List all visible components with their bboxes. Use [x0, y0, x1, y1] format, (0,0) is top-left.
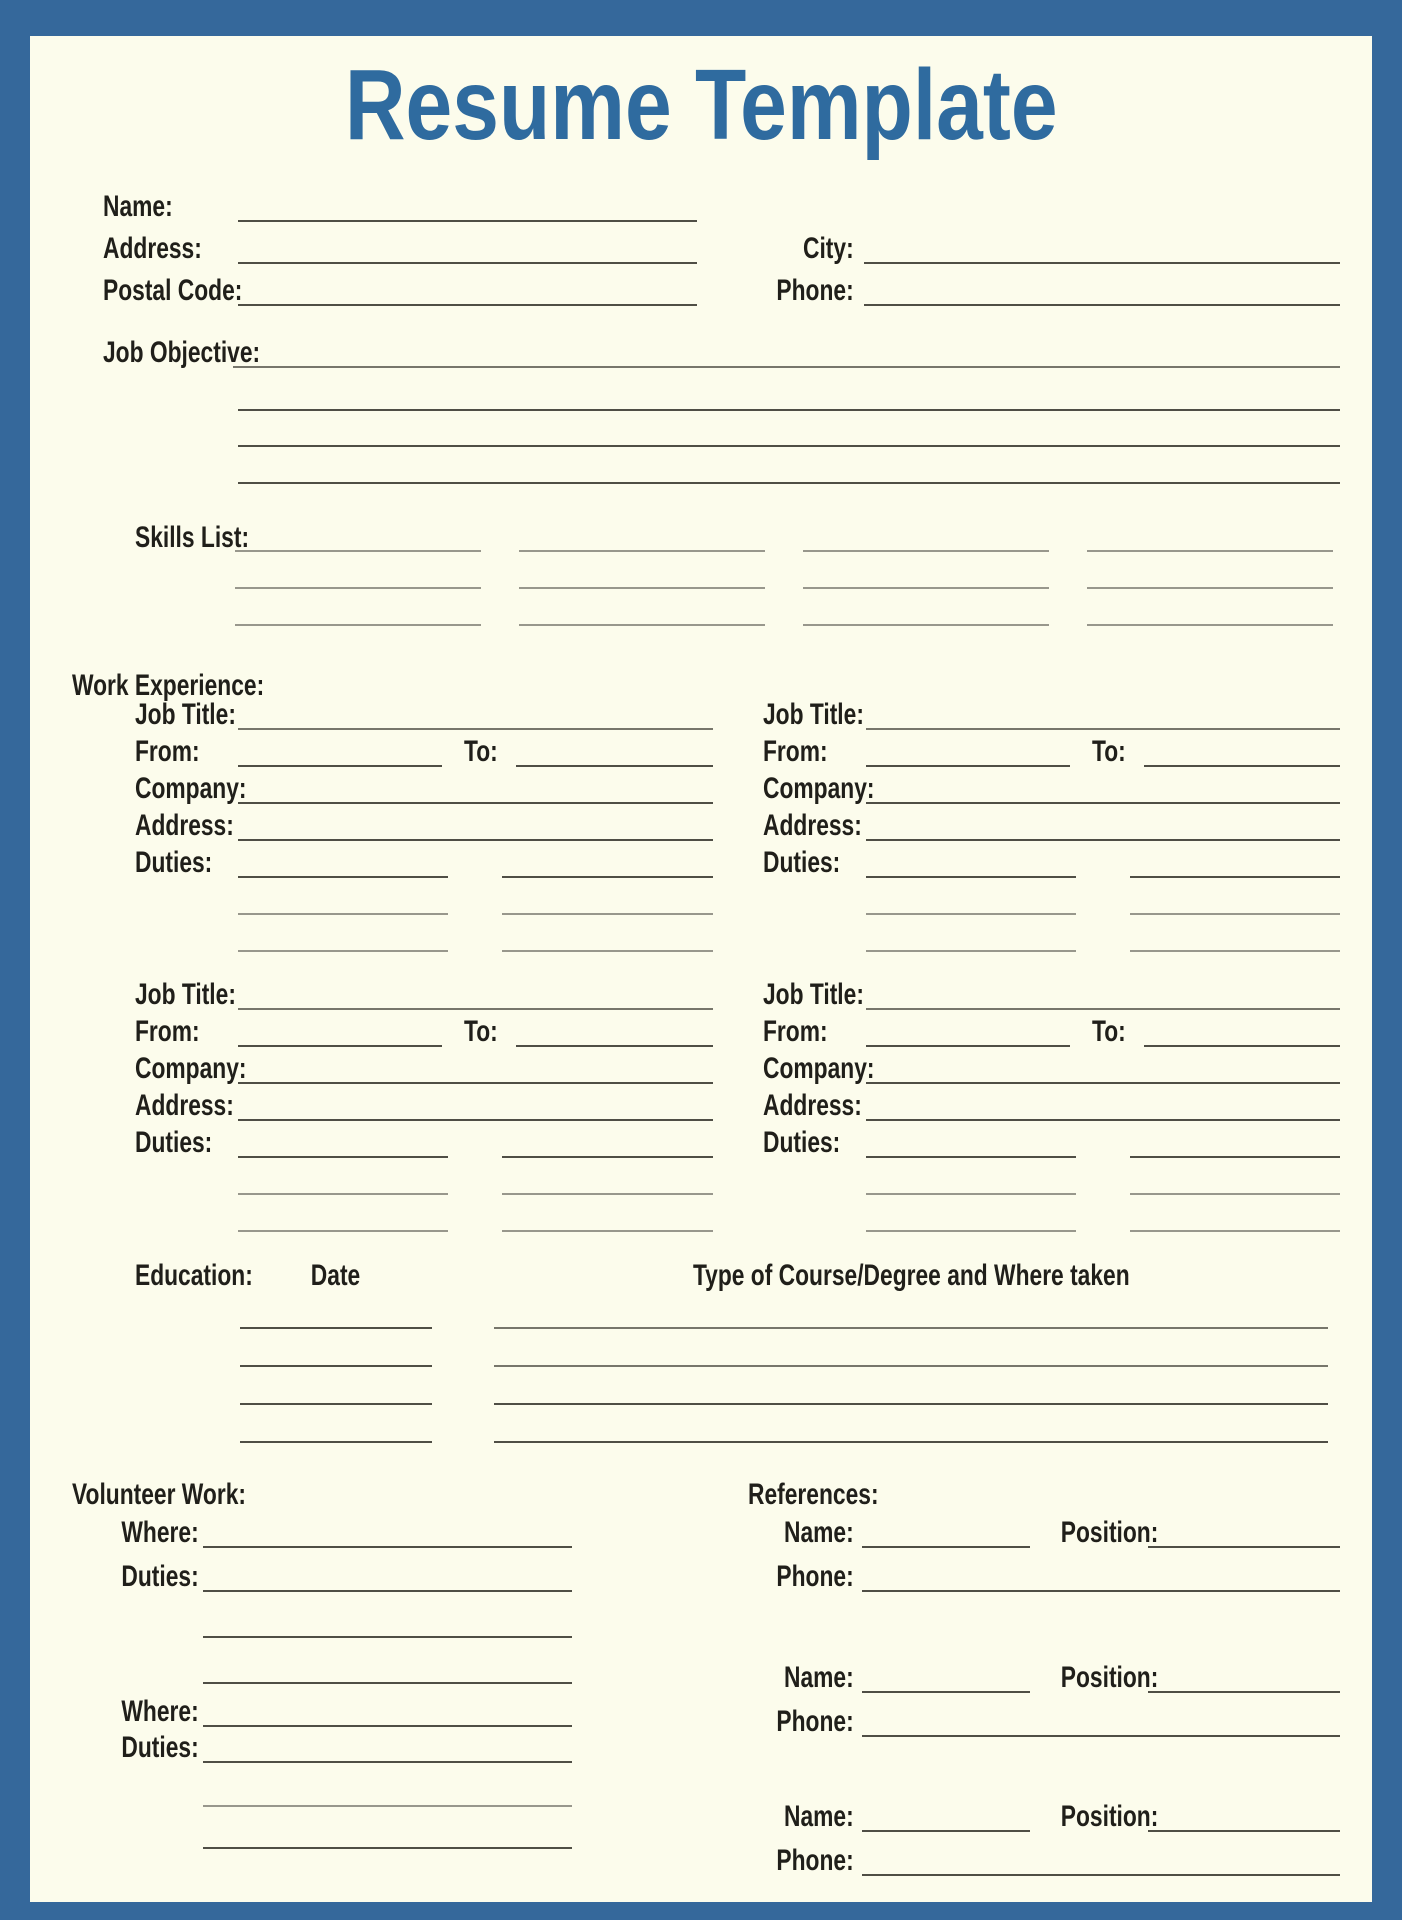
job-objective-extra-line[interactable] — [238, 411, 1340, 447]
reference-name-line[interactable] — [862, 1830, 1030, 1832]
duties-field-line[interactable] — [238, 876, 448, 878]
job-objective-extra-line[interactable] — [238, 447, 1340, 484]
to-label: To: — [464, 734, 498, 768]
education-label: Education: — [135, 1258, 253, 1292]
skills-line[interactable] — [1087, 510, 1333, 552]
company-field-line[interactable] — [866, 1082, 1341, 1084]
duties-field-line[interactable] — [238, 1230, 448, 1232]
reference-phone-line[interactable] — [862, 1735, 1340, 1737]
volunteer-entry — [72, 1513, 572, 1684]
work-address-label: Address: — [762, 808, 862, 842]
reference-position-label: Position: — [1060, 1799, 1159, 1833]
address-label: Address: — [103, 231, 202, 265]
from-field-line[interactable] — [866, 1045, 1070, 1047]
duties-field-line[interactable] — [502, 876, 712, 878]
references-section — [748, 1479, 1340, 1876]
education-course-line[interactable] — [494, 1441, 1328, 1443]
job-title-label: Job Title: — [135, 697, 236, 731]
company-label: Company: — [135, 771, 247, 805]
skills-line[interactable] — [519, 510, 765, 552]
education-date-line[interactable] — [240, 1327, 432, 1329]
reference-phone-line[interactable] — [862, 1874, 1340, 1876]
duties-field-line[interactable] — [238, 950, 448, 952]
reference-name-label: Name: — [784, 1515, 854, 1549]
reference-phone-label: Phone: — [776, 1843, 854, 1877]
address-row — [103, 222, 1340, 264]
work-experience-block — [763, 973, 1341, 1232]
from-label: From: — [135, 734, 200, 768]
reference-block — [748, 1788, 1340, 1876]
education-section — [135, 1253, 1328, 1443]
duties-field-line[interactable] — [502, 913, 712, 915]
where-label: Where: — [121, 1515, 199, 1549]
reference-position-line[interactable] — [1148, 1691, 1340, 1693]
job-title-label: Job Title: — [762, 697, 864, 731]
work-experience-heading: Work Experience: — [72, 669, 265, 702]
duties-field-line[interactable] — [866, 913, 1076, 915]
skills-line[interactable] — [235, 552, 481, 589]
work-address-field-line[interactable] — [238, 1119, 713, 1121]
job-title-field-line[interactable] — [238, 1008, 713, 1010]
postal-code-row — [103, 264, 1340, 306]
company-field-line[interactable] — [238, 1082, 713, 1084]
reference-name-label: Name: — [784, 1660, 854, 1694]
volunteer-duties-label: Duties: — [121, 1730, 199, 1764]
duties-field-line[interactable] — [866, 1230, 1076, 1232]
duties-field-line[interactable] — [502, 1193, 712, 1195]
job-objective-line[interactable] — [233, 366, 1340, 368]
to-field-line[interactable] — [516, 1045, 712, 1047]
education-course-line[interactable] — [494, 1327, 1328, 1329]
work-experience-block — [135, 973, 713, 1232]
duties-field-line[interactable] — [1130, 950, 1340, 952]
work-address-field-line[interactable] — [866, 839, 1341, 841]
duties-field-line[interactable] — [866, 1193, 1076, 1195]
volunteer-where-line[interactable] — [203, 1546, 572, 1548]
education-type-header: Type of Course/Degree and Where taken — [692, 1258, 1130, 1292]
company-label: Company: — [135, 1051, 247, 1085]
reference-position-line[interactable] — [1148, 1830, 1340, 1832]
volunteer-where-line[interactable] — [203, 1725, 572, 1727]
job-objective-extra-line[interactable] — [238, 368, 1340, 411]
duties-field-line[interactable] — [1130, 1156, 1340, 1158]
duties-field-line[interactable] — [502, 1230, 712, 1232]
duties-field-line[interactable] — [502, 1156, 712, 1158]
duties-label: Duties: — [135, 845, 213, 879]
personal-info-section — [103, 180, 1340, 306]
references-heading: References: — [748, 1478, 879, 1511]
job-objective-section — [103, 326, 1340, 484]
volunteer-duties-line[interactable] — [203, 1847, 572, 1849]
job-title-field-line[interactable] — [238, 728, 713, 730]
skills-line[interactable] — [519, 589, 765, 626]
work-experience-block — [763, 693, 1341, 952]
phone-field-line[interactable] — [864, 304, 1340, 306]
name-field-line[interactable] — [238, 220, 697, 222]
duties-field-line[interactable] — [1130, 1193, 1340, 1195]
reference-name-line[interactable] — [862, 1546, 1030, 1548]
reference-name-label: Name: — [784, 1799, 854, 1833]
reference-phone-label: Phone: — [776, 1559, 854, 1593]
from-label: From: — [762, 1014, 828, 1048]
work-address-label: Address: — [135, 1088, 234, 1122]
reference-block — [748, 1513, 1340, 1592]
duties-field-line[interactable] — [1130, 913, 1340, 915]
volunteer-duties-line[interactable] — [203, 1590, 572, 1592]
to-field-line[interactable] — [1144, 1045, 1340, 1047]
phone-label: Phone: — [776, 273, 854, 307]
duties-field-line[interactable] — [238, 913, 448, 915]
volunteer-duties-label: Duties: — [121, 1559, 199, 1593]
duties-label: Duties: — [762, 845, 840, 879]
company-label: Company: — [762, 771, 874, 805]
reference-phone-label: Phone: — [776, 1704, 854, 1738]
to-field-line[interactable] — [516, 765, 712, 767]
duties-field-line[interactable] — [866, 876, 1076, 878]
volunteer-entry — [72, 1684, 572, 1849]
reference-block — [748, 1649, 1340, 1737]
skills-list-label: Skills List: — [135, 521, 250, 554]
duties-label: Duties: — [135, 1125, 213, 1159]
reference-phone-line[interactable] — [862, 1590, 1340, 1592]
education-date-header: Date — [311, 1258, 361, 1292]
job-title-label: Job Title: — [135, 977, 236, 1011]
to-field-line[interactable] — [1144, 765, 1340, 767]
to-label: To: — [1091, 734, 1126, 768]
from-field-line[interactable] — [238, 765, 442, 767]
duties-field-line[interactable] — [866, 1156, 1076, 1158]
reference-position-label: Position: — [1060, 1515, 1159, 1549]
skills-line[interactable] — [519, 552, 765, 589]
education-date-line[interactable] — [240, 1441, 432, 1443]
to-label: To: — [464, 1014, 498, 1048]
reference-position-line[interactable] — [1148, 1546, 1340, 1548]
job-objective-label: Job Objective: — [103, 335, 261, 369]
skills-grid — [235, 510, 1333, 626]
skills-line[interactable] — [1087, 552, 1333, 589]
city-label: City: — [803, 231, 854, 265]
education-course-line[interactable] — [494, 1403, 1328, 1405]
job-title-field-line[interactable] — [866, 728, 1341, 730]
from-field-line[interactable] — [866, 765, 1070, 767]
page-title: Resume Template — [344, 49, 1058, 161]
skills-line[interactable] — [235, 510, 481, 552]
work-experience-grid — [135, 693, 1340, 1232]
duties-label: Duties: — [762, 1125, 840, 1159]
work-address-field-line[interactable] — [238, 839, 713, 841]
duties-field-line[interactable] — [238, 1156, 448, 1158]
company-label: Company: — [762, 1051, 874, 1085]
duties-field-line[interactable] — [866, 950, 1076, 952]
reference-name-line[interactable] — [862, 1691, 1030, 1693]
job-title-label: Job Title: — [762, 977, 864, 1011]
skills-line[interactable] — [803, 510, 1049, 552]
volunteer-duties-line[interactable] — [203, 1682, 572, 1684]
work-address-field-line[interactable] — [866, 1119, 1341, 1121]
work-experience-block — [135, 693, 713, 952]
duties-field-line[interactable] — [1130, 1230, 1340, 1232]
volunteer-duties-line[interactable] — [203, 1636, 572, 1638]
postal-code-label: Postal Code: — [103, 273, 243, 307]
name-label: Name: — [103, 189, 173, 223]
name-row — [103, 180, 1340, 222]
job-title-field-line[interactable] — [866, 1008, 1341, 1010]
from-label: From: — [135, 1014, 200, 1048]
education-date-line[interactable] — [240, 1365, 432, 1367]
volunteer-duties-line[interactable] — [203, 1805, 572, 1807]
reference-position-label: Position: — [1060, 1660, 1159, 1694]
skills-section — [135, 510, 1333, 626]
resume-page — [30, 36, 1372, 1902]
duties-field-line[interactable] — [1130, 876, 1340, 878]
duties-field-line[interactable] — [238, 1193, 448, 1195]
skills-line[interactable] — [235, 589, 481, 626]
volunteer-heading: Volunteer Work: — [72, 1478, 246, 1511]
skills-line[interactable] — [803, 552, 1049, 589]
volunteer-duties-line[interactable] — [203, 1761, 572, 1763]
from-field-line[interactable] — [238, 1045, 442, 1047]
education-date-line[interactable] — [240, 1403, 432, 1405]
postal-code-field-line[interactable] — [238, 304, 697, 306]
address-field-line[interactable] — [238, 262, 697, 264]
education-course-line[interactable] — [494, 1365, 1328, 1367]
skills-line[interactable] — [1087, 589, 1333, 626]
company-field-line[interactable] — [238, 802, 713, 804]
company-field-line[interactable] — [866, 802, 1341, 804]
from-label: From: — [762, 734, 828, 768]
work-address-label: Address: — [135, 808, 234, 842]
where-label: Where: — [121, 1694, 199, 1728]
volunteer-section — [72, 1479, 572, 1849]
work-address-label: Address: — [762, 1088, 862, 1122]
to-label: To: — [1091, 1014, 1126, 1048]
city-field-line[interactable] — [864, 262, 1340, 264]
duties-field-line[interactable] — [502, 950, 712, 952]
skills-line[interactable] — [803, 589, 1049, 626]
